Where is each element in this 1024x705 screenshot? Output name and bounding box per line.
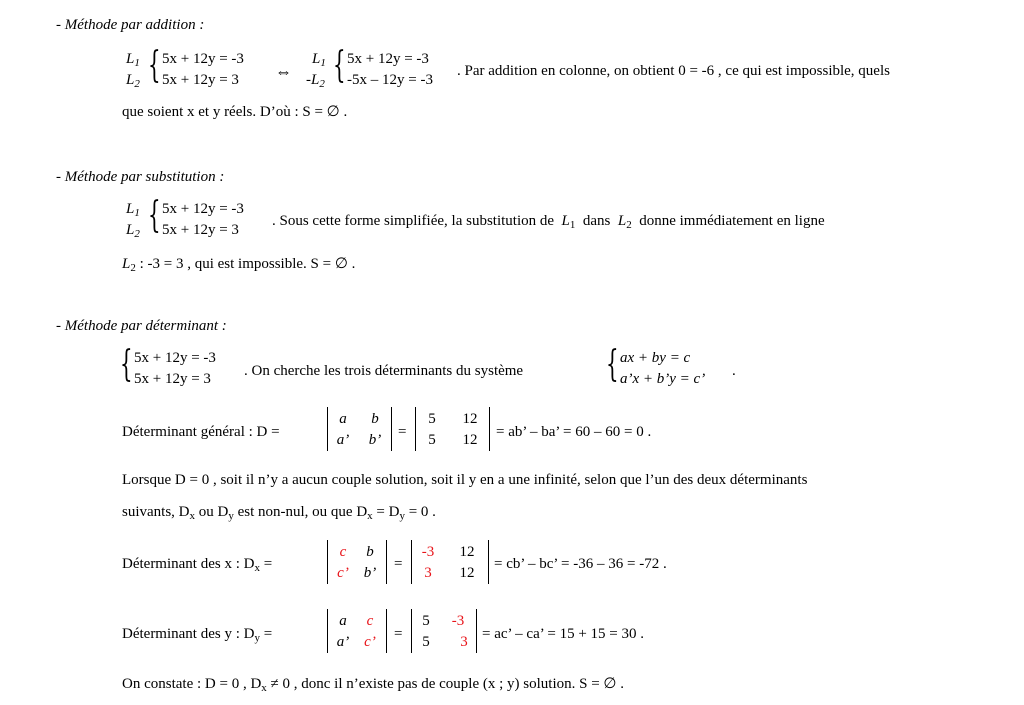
matrix-cell-highlight: 3 [460, 634, 468, 650]
label-L2: $L_2$ [126, 72, 140, 90]
determinant-y-result: = ac’ – ca’ = 15 + 15 = 30 . [482, 626, 644, 642]
equation-1: 5x + 12y = -3 [134, 350, 216, 366]
addition-text-line2: que soient x et y réels. D’où : S = ∅ . [122, 104, 348, 120]
matrix-cell: a’ [336, 634, 350, 650]
determinant-y-label: Déterminant des y : $D_y$ = [122, 626, 273, 644]
matrix-cell: 5 [422, 613, 430, 629]
matrix-bar [327, 609, 328, 653]
matrix-bar [411, 609, 412, 653]
matrix-cell-highlight: c [366, 613, 374, 629]
matrix-cell: 12 [459, 565, 475, 581]
matrix-cell-highlight: c’ [364, 634, 376, 650]
determinant-x-label: Déterminant des x : $D_x$ = [122, 556, 273, 574]
matrix-cell: a’ [336, 432, 350, 448]
determinant-x-result: = cb’ – bc’ = -36 – 36 = -72 . [494, 556, 667, 572]
substitution-text-line1: . Sous cette forme simplifiée, la substitution de $L_1$ dans $L_2$ donne immédiatement en ligne [272, 213, 825, 231]
label-L1: $L_1$ [126, 51, 140, 69]
matrix-cell-highlight: c’ [337, 565, 349, 581]
brace: { [148, 45, 161, 86]
matrix-cell: b [366, 544, 374, 560]
matrix-cell: 12 [462, 411, 478, 427]
matrix-bar [415, 407, 416, 451]
determinant-general-label: Déterminant général : D = [122, 424, 280, 440]
conclusion-text: On constate : D = 0 , $D_x \ne 0$ , donc il n’existe pas de couple (x ; y) solution. S = ∅ . [122, 676, 624, 694]
label-minus-L2: $-L_2$ [306, 72, 325, 90]
matrix-bar [411, 540, 412, 584]
matrix-cell: 5 [428, 432, 436, 448]
matrix-cell: 12 [459, 544, 475, 560]
matrix-cell-highlight: -3 [421, 544, 435, 560]
matrix-bar [327, 407, 328, 451]
substitution-text-line2: $L_2$ : -3 = 3 , qui est impossible. S = ∅ . [122, 256, 356, 274]
determinant-general-result: = ab’ – ba’ = 60 – 60 = 0 . [496, 424, 652, 440]
matrix-cell: a [339, 613, 347, 629]
matrix-bar [391, 407, 392, 451]
matrix-bar [476, 609, 477, 653]
brace: { [148, 195, 161, 236]
period: . [732, 363, 736, 379]
matrix-bar [489, 407, 490, 451]
matrix-cell-highlight: c [339, 544, 347, 560]
matrix-bar [327, 540, 328, 584]
equals-sign: = [398, 424, 407, 440]
matrix-bar [488, 540, 489, 584]
label-L1: $L_1$ [312, 51, 326, 69]
matrix-cell: 5 [428, 411, 436, 427]
matrix-cell: b’ [368, 432, 382, 448]
general-equation-2: a’x + b’y = c’ [620, 371, 706, 387]
equation-1: 5x + 12y = -3 [162, 51, 244, 67]
equivalence-arrow: ⇔ [275, 62, 292, 81]
equation-2: -5x – 12y = -3 [347, 72, 433, 88]
label-L2: $L_2$ [126, 222, 140, 240]
addition-text-line1: . Par addition en colonne, on obtient 0 = -6 , ce qui est impossible, quels [457, 63, 890, 79]
brace: { [120, 344, 133, 385]
label-L1: $L_1$ [126, 201, 140, 219]
paragraph-line1: Lorsque D = 0 , soit il n’y a aucun couple solution, soit il y en a une infinité, selon que l’un des deux déterminants [122, 472, 808, 488]
matrix-cell: 5 [422, 634, 430, 650]
equation-2: 5x + 12y = 3 [162, 222, 239, 238]
equals-sign: = [394, 626, 403, 642]
matrix-bar [386, 609, 387, 653]
matrix-cell: a [339, 411, 347, 427]
equals-sign: = [394, 556, 403, 572]
equation-1: 5x + 12y = -3 [162, 201, 244, 217]
heading-addition: - Méthode par addition : [56, 17, 205, 33]
determinant-intro-text: . On cherche les trois déterminants du système [244, 363, 524, 379]
equation-2: 5x + 12y = 3 [134, 371, 211, 387]
general-equation-1: ax + by = c [620, 350, 691, 366]
brace: { [606, 344, 619, 385]
matrix-cell: b’ [363, 565, 377, 581]
matrix-cell-highlight: -3 [451, 613, 465, 629]
heading-determinant: - Méthode par déterminant : [56, 318, 227, 334]
matrix-cell: b [371, 411, 379, 427]
equation-1: 5x + 12y = -3 [347, 51, 429, 67]
matrix-cell: 12 [462, 432, 478, 448]
equation-2: 5x + 12y = 3 [162, 72, 239, 88]
paragraph-line2: suivants, $D_x$ ou $D_y$ est non-nul, ou que $D_x = D_y = 0$ . [122, 504, 436, 522]
heading-substitution: - Méthode par substitution : [56, 169, 225, 185]
matrix-cell-highlight: 3 [424, 565, 432, 581]
matrix-bar [386, 540, 387, 584]
brace: { [333, 45, 346, 86]
